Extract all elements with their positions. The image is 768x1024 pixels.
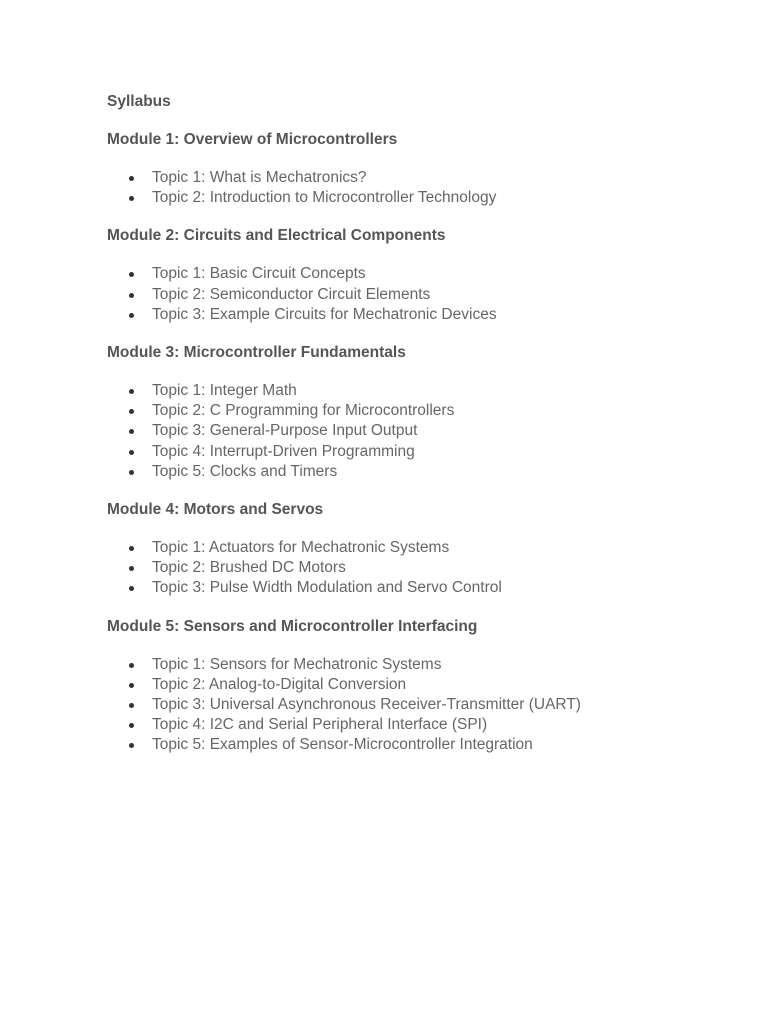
topic-text: Topic 3: General-Purpose Input Output <box>152 422 418 440</box>
bullet-icon <box>129 450 134 455</box>
list-item <box>107 735 747 755</box>
bullet-icon <box>129 586 134 591</box>
topic-text: Topic 3: Pulse Width Modulation and Servo Control <box>152 579 502 597</box>
bullet-icon <box>129 389 134 394</box>
topic-text: Topic 3: Universal Asynchronous Receiver-Transmitter (UART) <box>152 696 581 714</box>
topic-text: Topic 1: Actuators for Mechatronic Systems <box>152 539 450 557</box>
list-item <box>107 675 747 695</box>
list-item <box>107 462 747 482</box>
bullet-icon <box>129 663 134 668</box>
module-heading: Module 3: Microcontroller Fundamentals <box>107 344 406 362</box>
bullet-icon <box>129 176 134 181</box>
list-item <box>107 285 747 305</box>
module-heading: Module 1: Overview of Microcontrollers <box>107 131 398 148</box>
list-item <box>107 168 747 188</box>
module-heading: Module 4: Motors and Servos <box>107 501 324 519</box>
bullet-icon <box>129 546 134 551</box>
topic-text: Topic 4: Interrupt-Driven Programming <box>152 442 415 460</box>
list-item <box>107 442 747 462</box>
module-2 <box>107 226 747 325</box>
bullet-icon <box>129 566 134 571</box>
bullet-icon <box>129 703 134 708</box>
topic-list <box>107 168 747 208</box>
topic-text: Topic 2: Introduction to Microcontroller Technology <box>152 189 497 207</box>
topic-list <box>107 655 747 756</box>
topic-text: Topic 5: Clocks and Timers <box>152 462 338 480</box>
document-page <box>107 92 747 774</box>
bullet-icon <box>129 293 134 298</box>
bullet-icon <box>129 683 134 688</box>
topic-text: Topic 4: I2C and Serial Peripheral Interface (SPI) <box>152 716 488 734</box>
document-title: Syllabus <box>107 93 171 110</box>
list-item <box>107 695 747 715</box>
bullet-icon <box>129 429 134 434</box>
list-item <box>107 558 747 578</box>
module-1 <box>107 130 747 208</box>
topic-list <box>107 538 747 599</box>
module-heading: Module 2: Circuits and Electrical Components <box>107 227 446 245</box>
topic-list <box>107 264 747 325</box>
bullet-icon <box>129 743 134 748</box>
module-heading: Module 5: Sensors and Microcontroller Interfacing <box>107 617 478 635</box>
bullet-icon <box>129 409 134 414</box>
topic-text: Topic 1: What is Mechatronics? <box>152 169 367 186</box>
bullet-icon <box>129 723 134 728</box>
list-item <box>107 421 747 441</box>
bullet-icon <box>129 272 134 277</box>
list-item <box>107 381 747 401</box>
bullet-icon <box>129 196 134 201</box>
module-4 <box>107 500 747 599</box>
topic-list <box>107 381 747 482</box>
topic-text: Topic 2: Analog-to-Digital Conversion <box>152 675 407 693</box>
topic-text: Topic 2: Brushed DC Motors <box>152 559 346 577</box>
topic-text: Topic 1: Sensors for Mechatronic Systems <box>152 655 442 673</box>
topic-text: Topic 5: Examples of Sensor-Microcontroller Integration <box>152 736 533 754</box>
topic-text: Topic 1: Basic Circuit Concepts <box>152 265 366 283</box>
list-item <box>107 655 747 675</box>
list-item <box>107 578 747 598</box>
list-item <box>107 401 747 421</box>
topic-text: Topic 1: Integer Math <box>152 382 297 400</box>
list-item <box>107 538 747 558</box>
module-5 <box>107 617 747 756</box>
topic-text: Topic 3: Example Circuits for Mechatronic Devices <box>152 305 497 323</box>
list-item <box>107 715 747 735</box>
bullet-icon <box>129 313 134 318</box>
topic-text: Topic 2: Semiconductor Circuit Elements <box>152 285 431 303</box>
list-item <box>107 188 747 208</box>
list-item <box>107 264 747 284</box>
list-item <box>107 305 747 325</box>
module-3 <box>107 343 747 482</box>
bullet-icon <box>129 470 134 475</box>
topic-text: Topic 2: C Programming for Microcontrollers <box>152 402 455 420</box>
